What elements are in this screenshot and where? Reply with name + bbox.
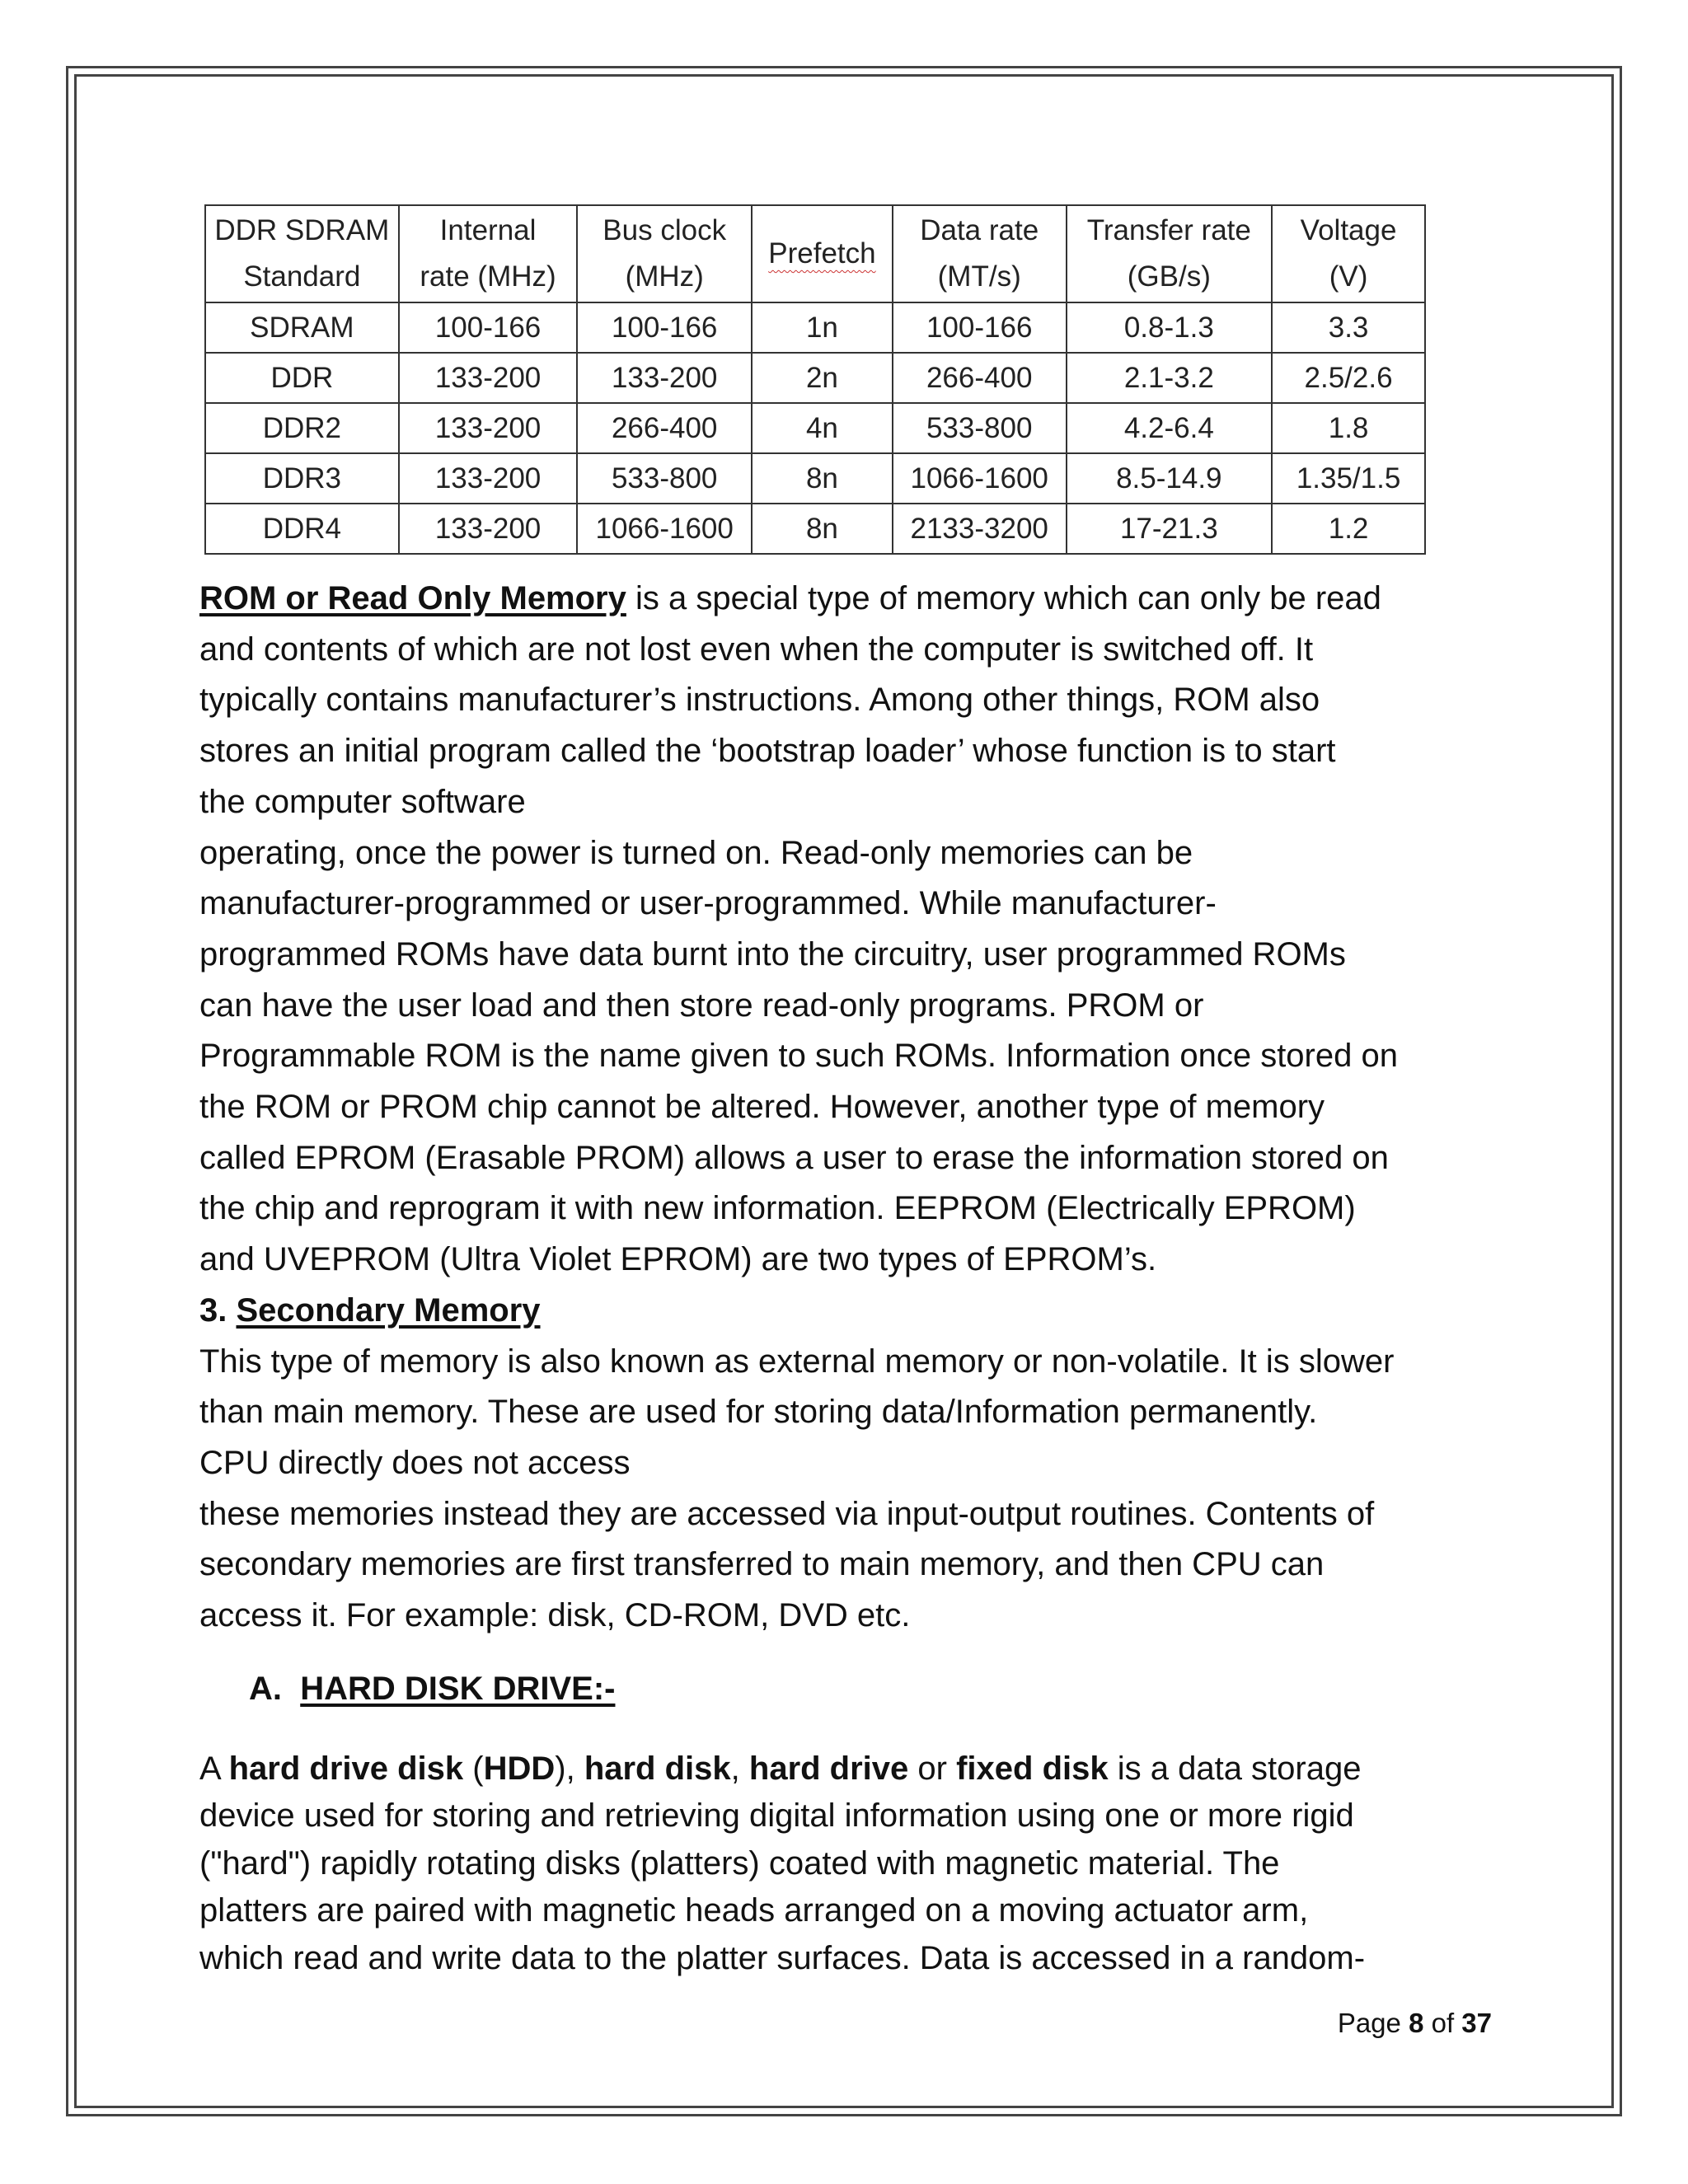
- secondary-line: access it. For example: disk, CD-ROM, DVD etc.: [199, 1597, 911, 1634]
- table-cell: 4.2-6.4: [1067, 403, 1273, 453]
- table-cell: 2.1-3.2: [1067, 353, 1273, 403]
- table-row: [205, 403, 1425, 453]
- table-cell: DDR2: [205, 403, 399, 453]
- table-cell: 133-200: [399, 403, 578, 453]
- secondary-line: CPU directly does not access: [199, 1444, 631, 1481]
- table-cell: 1.8: [1272, 403, 1425, 453]
- table-cell: 8.5-14.9: [1067, 453, 1273, 504]
- secondary-line: This type of memory is also known as external memory or non-volatile. It is slower: [199, 1343, 1395, 1380]
- hdd-line: device used for storing and retrieving digital information using one or more rigid: [199, 1797, 1354, 1835]
- rom-line: the computer software: [199, 783, 526, 820]
- secondary-line: than main memory. These are used for storing data/Information permanently.: [199, 1394, 1318, 1431]
- table-cell: 8n: [752, 504, 893, 554]
- hdd-heading: A. HARD DISK DRIVE:-: [249, 1671, 616, 1707]
- secondary-heading: 3. Secondary Memory: [199, 1291, 541, 1329]
- table-cell: 266-400: [893, 353, 1067, 403]
- header-standard: DDR SDRAM Standard: [205, 205, 399, 302]
- rom-line: the ROM or PROM chip cannot be altered. However, another type of memory: [199, 1089, 1325, 1126]
- hdd-paragraph: [199, 1746, 1518, 1982]
- rom-paragraph: [199, 574, 1518, 1642]
- secondary-line: these memories instead they are accessed via input-output routines. Contents of: [199, 1495, 1375, 1532]
- table-cell: 1n: [752, 302, 893, 353]
- rom-line: can have the user load and then store read-only programs. PROM or: [199, 987, 1204, 1024]
- table-row: [205, 353, 1425, 403]
- header-data-rate: Data rate (MT/s): [893, 205, 1067, 302]
- rom-line: operating, once the power is turned on. Read-only memories can be: [199, 834, 1193, 871]
- table-cell: 266-400: [577, 403, 752, 453]
- rom-line: Programmable ROM is the name given to such ROMs. Information once stored on: [199, 1038, 1398, 1075]
- hdd-line: ("hard") rapidly rotating disks (platters) coated with magnetic material. The: [199, 1844, 1280, 1882]
- rom-line: programmed ROMs have data burnt into the circuitry, user programmed ROMs: [199, 935, 1346, 972]
- table-cell: SDRAM: [205, 302, 399, 353]
- table-cell: DDR4: [205, 504, 399, 554]
- table-cell: 1.35/1.5: [1272, 453, 1425, 504]
- table-cell: 1066-1600: [577, 504, 752, 554]
- table-row: [205, 453, 1425, 504]
- hdd-line: A hard drive disk (HDD), hard disk, hard drive or fixed disk is a data storage: [199, 1750, 1362, 1787]
- table-cell: DDR: [205, 353, 399, 403]
- rom-line: and contents of which are not lost even when the computer is switched off. It: [199, 630, 1314, 668]
- header-internal-rate: Internal rate (MHz): [399, 205, 578, 302]
- table-cell: 100-166: [399, 302, 578, 353]
- table-cell: 133-200: [399, 453, 578, 504]
- table-cell: DDR3: [205, 453, 399, 504]
- ddr-sdram-table: [204, 204, 1426, 555]
- table-cell: 533-800: [577, 453, 752, 504]
- table-cell: 2133-3200: [893, 504, 1067, 554]
- table-cell: 100-166: [577, 302, 752, 353]
- rom-term: ROM or Read Only Memory: [199, 580, 626, 616]
- table-cell: 4n: [752, 403, 893, 453]
- table-cell: 3.3: [1272, 302, 1425, 353]
- table-cell: 0.8-1.3: [1067, 302, 1273, 353]
- header-bus-clock: Bus clock (MHz): [577, 205, 752, 302]
- rom-line: stores an initial program called the ‘bootstrap loader’ whose function is to start: [199, 733, 1336, 770]
- table-cell: 17-21.3: [1067, 504, 1273, 554]
- rom-line: manufacturer-programmed or user-programmed. While manufacturer-: [199, 885, 1217, 922]
- rom-line: ROM or Read Only Memory is a special type of memory which can only be read: [199, 580, 1381, 616]
- table-header-row: [205, 205, 1425, 302]
- header-transfer-rate: Transfer rate (GB/s): [1067, 205, 1273, 302]
- table-row: [205, 302, 1425, 353]
- table-cell: 133-200: [577, 353, 752, 403]
- table-row: [205, 504, 1425, 554]
- hdd-line: which read and write data to the platter surfaces. Data is accessed in a random-: [199, 1939, 1366, 1976]
- header-prefetch: Prefetch: [752, 205, 893, 302]
- table-cell: 533-800: [893, 403, 1067, 453]
- secondary-line: secondary memories are first transferred to main memory, and then CPU can: [199, 1546, 1325, 1583]
- table-cell: 2n: [752, 353, 893, 403]
- table-cell: 2.5/2.6: [1272, 353, 1425, 403]
- rom-line: and UVEPROM (Ultra Violet EPROM) are two types of EPROM’s.: [199, 1241, 1157, 1278]
- table-cell: 133-200: [399, 504, 578, 554]
- rom-line: typically contains manufacturer’s instructions. Among other things, ROM also: [199, 682, 1320, 719]
- table-cell: 133-200: [399, 353, 578, 403]
- table-cell: 100-166: [893, 302, 1067, 353]
- table-cell: 8n: [752, 453, 893, 504]
- hdd-line: platters are paired with magnetic heads arranged on a moving actuator arm,: [199, 1892, 1309, 1929]
- rom-line: the chip and reprogram it with new information. EEPROM (Electrically EPROM): [199, 1190, 1356, 1227]
- table-cell: 1066-1600: [893, 453, 1067, 504]
- page-number: Page 8 of 37: [1337, 2008, 1492, 2038]
- table-cell: 1.2: [1272, 504, 1425, 554]
- header-voltage: Voltage (V): [1272, 205, 1425, 302]
- rom-line: called EPROM (Erasable PROM) allows a user to erase the information stored on: [199, 1139, 1389, 1176]
